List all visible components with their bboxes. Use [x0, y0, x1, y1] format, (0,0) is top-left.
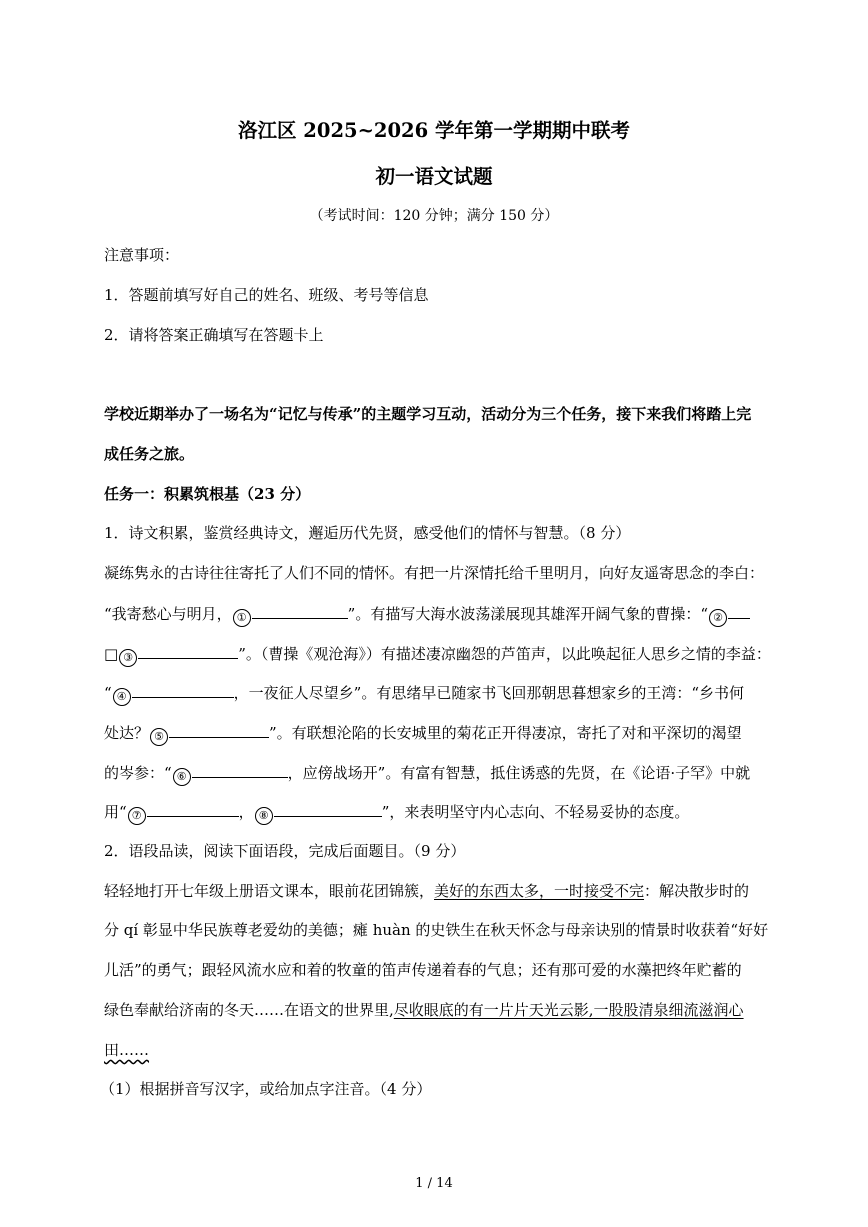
q1-line-5-text-b: ”。有联想沦陷的长安城里的菊花正开得凄凉，寄托了对和平深切的渴望 — [269, 724, 742, 742]
q1-line-5-text-a: 处达？ — [104, 724, 150, 742]
q2-passage-4-text: 绿色奉献给济南的冬天……在语文的世界里, — [104, 1001, 394, 1019]
blank-mark-1: ① — [233, 609, 251, 627]
exam-title: 洛江区 2025~2026 学年第一学期期中联考 — [238, 119, 630, 142]
answer-blank-7[interactable] — [147, 801, 239, 817]
q1-stem: 1．诗文积累，鉴赏经典诗文，邂逅历代先贤，感受他们的情怀与智慧。（8 分） — [104, 524, 631, 542]
answer-blank-2[interactable] — [728, 603, 750, 619]
intro-line-2: 成任务之旅。 — [104, 445, 195, 463]
q1-line-2-text-b: ”。有描写大海水波荡漾展现其雄浑开阔气象的曹操：“ — [347, 605, 709, 623]
notice-heading: 注意事项： — [104, 246, 180, 264]
blank-mark-7: ⑦ — [128, 807, 146, 825]
q1-line-7-text-c: ”，来表明坚守内心志向、不轻易妥协的态度。 — [381, 803, 690, 821]
q1-line-6-text-a: 的岑参：“ — [104, 764, 172, 782]
q1-line-6 — [104, 762, 774, 786]
q2-passage-line-2: 分 qí 彰显中华民族尊老爱幼的美德；瘫 huàn 的史铁生在秋天怀念与母亲诀别的情景时收获着“好好 — [104, 921, 769, 939]
q1-line-7-text-a: 用“ — [104, 803, 127, 821]
q1-line-3-text: ”。（曹操《观沧海》）有描述凄凉幽怨的芦笛声，以此唤起征人思乡之情的李益： — [238, 645, 771, 663]
answer-blank-4[interactable] — [132, 682, 234, 698]
answer-blank-5[interactable] — [169, 722, 269, 738]
q2-passage-line-3: 儿活”的勇气；跟轻风流水应和着的牧童的笛声传递着春的气息；还有那可爱的水藻把终年贮蓄的 — [104, 961, 742, 979]
answer-blank-8[interactable] — [274, 801, 382, 817]
q1-line-1: 凝练隽永的古诗往往寄托了人们不同的情怀。有把一片深情托给千里明月，向好友遥寄思念的李白： — [104, 564, 765, 582]
answer-blank-6[interactable] — [192, 762, 288, 778]
q2-passage-line-1 — [104, 881, 774, 901]
q2-passage-1-text-a: 轻轻地打开七年级上册语文课本，眼前花团锦簇， — [104, 882, 435, 900]
blank-mark-3: ③ — [119, 649, 137, 667]
q1-line-7-comma: ， — [238, 803, 254, 821]
placeholder-box: □ — [104, 645, 119, 663]
blank-mark-4: ④ — [113, 688, 131, 706]
q2-passage-1-text-b: ：解决散步时的 — [644, 882, 750, 900]
q1-line-2-text-a: “我寄愁心与明月， — [104, 605, 232, 623]
blank-mark-5: ⑤ — [150, 728, 168, 746]
q2-passage-line-4 — [104, 1000, 774, 1020]
wavy-underlined-text: 田…… — [104, 1041, 150, 1059]
q1-line-3 — [104, 643, 774, 667]
blank-mark-2: ② — [709, 609, 727, 627]
q1-line-4 — [104, 682, 774, 706]
q1-line-4-text: ，一夜征人尽望乡”。有思绪早已随家书飞回那朝思暮想家乡的王湾：“乡书何 — [233, 684, 745, 702]
q1-line-2 — [104, 603, 774, 627]
notice-item-2: 2．请将答案正确填写在答题卡上 — [104, 326, 324, 344]
q2-stem: 2．语段品读，阅读下面语段，完成后面题目。（9 分） — [104, 842, 466, 860]
q1-line-5 — [104, 722, 774, 746]
answer-blank-1[interactable] — [252, 603, 348, 619]
answer-blank-3[interactable] — [138, 643, 238, 659]
underlined-sentence-1: 美好的东西太多，一时接受不完 — [434, 882, 645, 900]
q1-line-7 — [104, 801, 774, 825]
q1-line-6-text-b: ，应傍战场开”。有富有智慧，抵住诱惑的先贤，在《论语·子罕》中就 — [287, 764, 751, 782]
exam-info: （考试时间：120 分钟；满分 150 分） — [309, 208, 559, 224]
intro-line-1: 学校近期举办了一场名为“记忆与传承”的主题学习互动，活动分为三个任务，接下来我们将踏上完 — [104, 405, 752, 423]
blank-mark-8: ⑧ — [255, 807, 273, 825]
q2-passage-line-5 — [104, 1040, 774, 1060]
notice-item-1: 1．答题前填写好自己的姓名、班级、考号等信息 — [104, 286, 429, 304]
blank-mark-6: ⑥ — [173, 768, 191, 786]
q2-subquestion-1: （1）根据拼音写汉字，或给加点字注音。（4 分） — [100, 1080, 432, 1098]
q1-line-4-quote: “ — [104, 684, 112, 702]
page-number: 1 / 14 — [415, 1176, 453, 1191]
task1-heading: 任务一：积累筑根基（23 分） — [104, 485, 311, 503]
underlined-sentence-2: 尽收眼底的有一片片天光云影,一股股清泉细流滋润心 — [393, 1001, 744, 1019]
exam-subject: 初一语文试题 — [375, 165, 493, 188]
